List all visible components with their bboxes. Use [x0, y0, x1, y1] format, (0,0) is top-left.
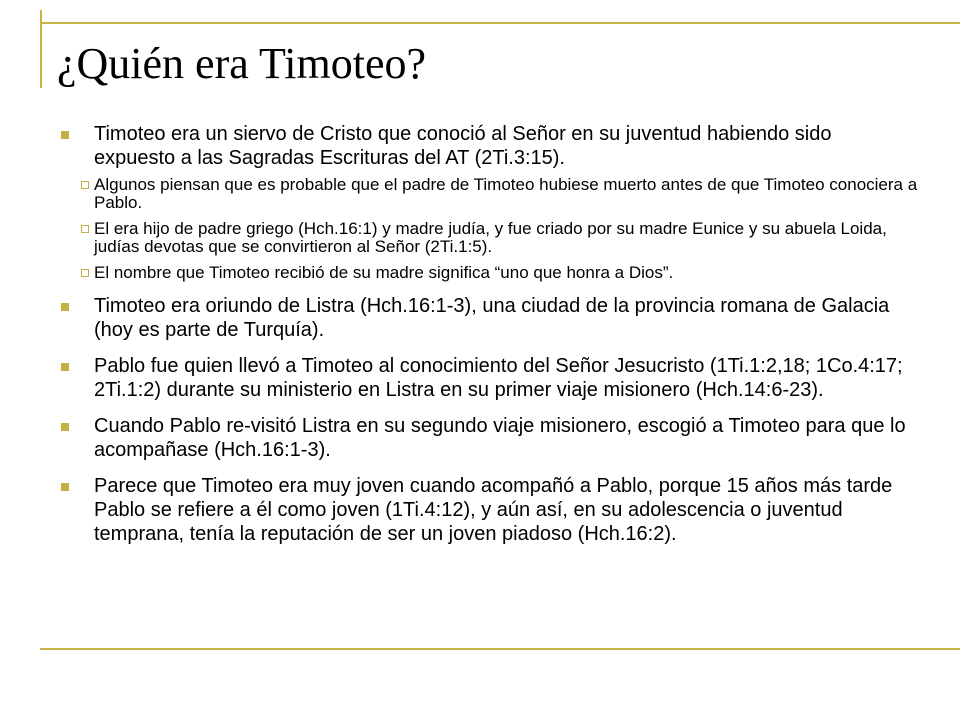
slide-body: [58, 122, 918, 558]
square-bullet-icon: [61, 483, 69, 491]
top-rule: [40, 22, 960, 24]
square-bullet-icon: [61, 363, 69, 371]
square-bullet-icon: [61, 423, 69, 431]
hollow-square-bullet-icon: [81, 225, 89, 233]
bullet-item: [58, 354, 918, 402]
slide-title: ¿Quién era Timoteo?: [57, 39, 427, 88]
bullet-text: Pablo fue quien llevó a Timoteo al conocimiento del Señor Jesucristo (1Ti.1:2,18; 1Co.4:17; 2Ti.1:2) durante su ministerio en Listra en su primer viaje misionero (Hch.14:6-23).: [94, 355, 903, 401]
bullet-list: [58, 122, 918, 546]
hollow-square-bullet-icon: [81, 181, 89, 189]
sub-bullet-list: [94, 176, 918, 282]
sub-bullet-item: [94, 220, 918, 256]
bullet-item: [58, 294, 918, 342]
bullet-text: Timoteo era un siervo de Cristo que conoció al Señor en su juventud habiendo sido expuesto a las Sagradas Escrituras del AT (2Ti.3:15).: [94, 123, 832, 169]
sub-bullet-text: El era hijo de padre griego (Hch.16:1) y madre judía, y fue criado por su madre Eunice y su abuela Loida, judías devotas que se convirtieron al Señor (2Ti.1:5).: [94, 219, 887, 256]
sub-bullet-item: [94, 176, 918, 212]
bullet-item: [58, 474, 918, 546]
bottom-rule: [40, 648, 960, 650]
sub-bullet-text: Algunos piensan que es probable que el padre de Timoteo hubiese muerto antes de que Timoteo conociera a Pablo.: [94, 175, 918, 212]
hollow-square-bullet-icon: [81, 269, 89, 277]
bullet-item: [58, 414, 918, 462]
left-rule: [40, 10, 42, 88]
square-bullet-icon: [61, 303, 69, 311]
sub-bullet-text: El nombre que Timoteo recibió de su madre significa “uno que honra a Dios”.: [94, 263, 674, 282]
bullet-text: Timoteo era oriundo de Listra (Hch.16:1-3), una ciudad de la provincia romana de Galacia (hoy es parte de Turquía).: [94, 295, 890, 341]
bullet-text: Cuando Pablo re-visitó Listra en su segundo viaje misionero, escogió a Timoteo para que lo acompañase (Hch.16:1-3).: [94, 415, 906, 461]
bullet-item: [58, 122, 918, 282]
square-bullet-icon: [61, 131, 69, 139]
bullet-text: Parece que Timoteo era muy joven cuando acompañó a Pablo, porque 15 años más tarde Pablo se refiere a él como joven (1Ti.4:12), y aún así, en su adolescencia o juventud temprana, tenía la reputación de ser un joven piadoso (Hch.16:2).: [94, 475, 893, 545]
sub-bullet-item: [94, 264, 918, 282]
